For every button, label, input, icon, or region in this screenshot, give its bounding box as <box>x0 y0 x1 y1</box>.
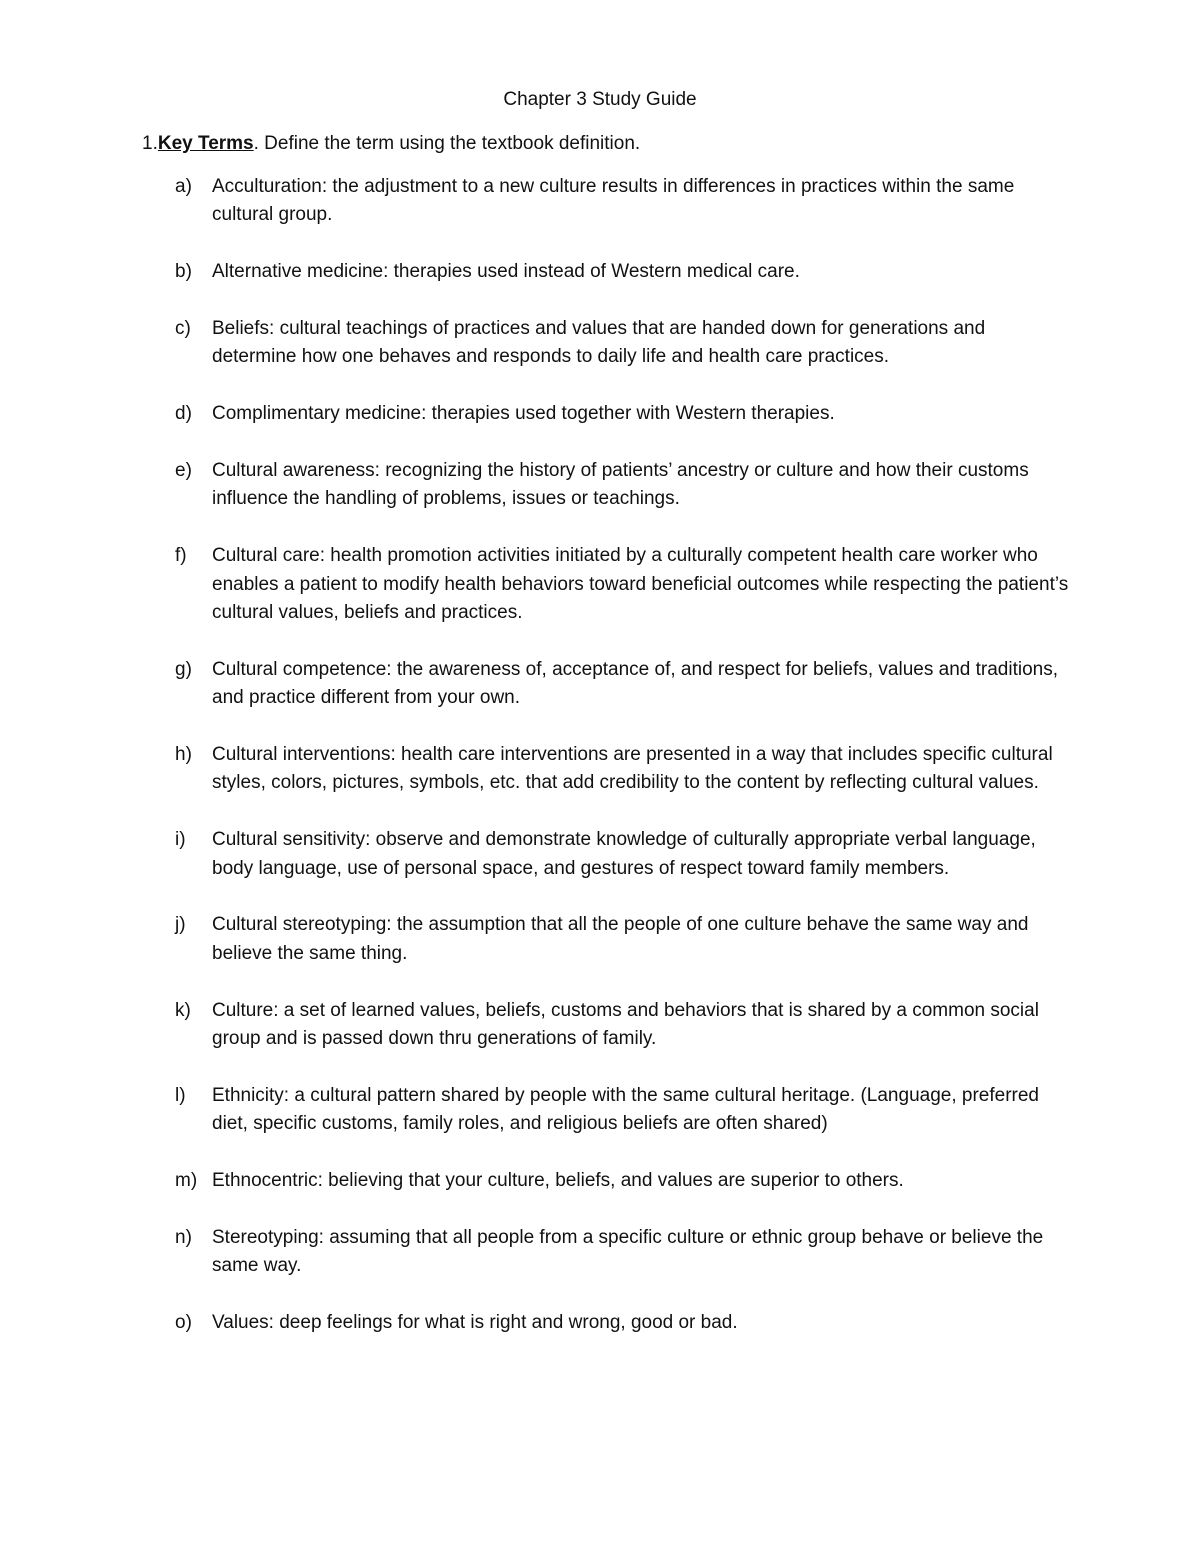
term-text: Complimentary medicine: therapies used together with Western therapies. <box>212 403 835 425</box>
term-marker: b) <box>175 261 192 283</box>
term-marker: k) <box>175 999 191 1021</box>
term-text: Cultural stereotyping: the assumption that all the people of one culture behave the same way and believe the same thing. <box>212 914 1029 964</box>
section-instruction: . Define the term using the textbook definition. <box>253 133 641 154</box>
key-terms-list <box>0 173 1200 1366</box>
term-item <box>0 315 1200 372</box>
term-marker: l) <box>175 1084 186 1106</box>
term-item <box>0 1309 1200 1337</box>
term-marker: e) <box>175 460 192 481</box>
term-marker: g) <box>175 658 192 680</box>
section-heading <box>142 130 640 158</box>
term-text: Cultural sensitivity: observe and demonstrate knowledge of culturally appropriate verbal language, body language, use of personal space, and gestures of respect toward family members. <box>212 829 1036 879</box>
term-text: Acculturation: the adjustment to a new culture results in differences in practices within the same cultural group. <box>212 176 1015 226</box>
term-item <box>0 173 1200 230</box>
term-marker: h) <box>175 744 192 766</box>
term-marker: c) <box>175 318 191 339</box>
page-title: Chapter 3 Study Guide <box>503 89 697 110</box>
term-marker: n) <box>175 1226 192 1248</box>
term-item <box>0 1167 1200 1195</box>
term-marker: o) <box>175 1312 192 1334</box>
term-item <box>0 741 1200 798</box>
term-marker: m) <box>175 1170 198 1192</box>
term-text: Cultural interventions: health care interventions are presented in a way that includes specific cultural styles, colors, pictures, symbols, etc. that add credibility to the content by reflecting cultural values. <box>212 744 1053 794</box>
term-text: Alternative medicine: therapies used instead of Western medical care. <box>212 261 800 283</box>
term-text: Cultural competence: the awareness of, acceptance of, and respect for beliefs, values and traditions, and practice different from your own. <box>212 658 1058 709</box>
term-text: Ethnocentric: believing that your culture, beliefs, and values are superior to others. <box>212 1170 904 1192</box>
term-item <box>0 997 1200 1054</box>
term-item <box>0 457 1200 514</box>
term-item <box>0 911 1200 968</box>
term-item <box>0 400 1200 428</box>
term-text: Cultural awareness: recognizing the history of patients’ ancestry or culture and how their customs influence the handling of problems, issues or teachings. <box>212 460 1029 510</box>
term-item <box>0 258 1200 286</box>
term-text: Cultural care: health promotion activities initiated by a culturally competent health care worker who enables a patient to modify health behaviors toward beneficial outcomes while respecting the patient’s cultural values, beliefs and practices. <box>212 545 1069 624</box>
term-item <box>0 1224 1200 1281</box>
term-marker: i) <box>175 829 186 851</box>
term-marker: j) <box>175 914 186 936</box>
term-item <box>0 1082 1200 1139</box>
term-text: Stereotyping: assuming that all people from a specific culture or ethnic group behave or believe the same way. <box>212 1226 1044 1277</box>
term-marker: a) <box>175 176 192 197</box>
term-marker: f) <box>175 545 187 567</box>
term-marker: d) <box>175 403 192 425</box>
term-text: Culture: a set of learned values, beliefs, customs and behaviors that is shared by a common social group and is passed down thru generations of family. <box>212 999 1039 1050</box>
key-terms-label: Key Terms <box>157 133 254 154</box>
term-text: Values: deep feelings for what is right and wrong, good or bad. <box>212 1312 738 1334</box>
term-item <box>0 826 1200 883</box>
term-item <box>0 656 1200 713</box>
term-text: Ethnicity: a cultural pattern shared by people with the same cultural heritage. (Language, preferred diet, specific customs, family roles, and religious beliefs are often shared) <box>212 1084 1039 1135</box>
term-text: Beliefs: cultural teachings of practices and values that are handed down for generations and determine how one behaves and responds to daily life and health care practices. <box>212 318 986 368</box>
section-number: 1. <box>142 133 158 154</box>
term-item <box>0 542 1200 627</box>
